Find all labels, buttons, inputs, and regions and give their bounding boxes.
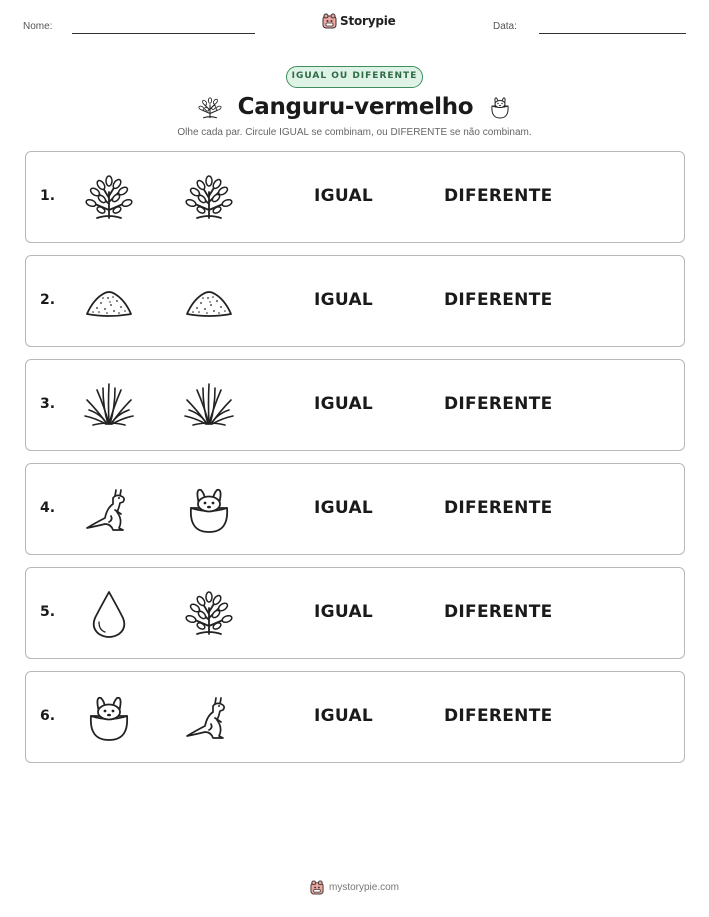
grass-tuft-icon: [83, 380, 135, 432]
shrub-icon: [83, 172, 135, 224]
matching-pairs-list: [25, 151, 685, 775]
same-option[interactable]: IGUAL: [314, 498, 374, 518]
footer-url: mystorypie.com: [328, 882, 399, 893]
page-title: Canguru-vermelho: [237, 94, 474, 120]
same-option[interactable]: IGUAL: [314, 394, 374, 414]
row-number: 3.: [40, 396, 56, 412]
row-number: 2.: [40, 292, 56, 308]
title-row: [0, 90, 709, 124]
shrub-icon: [183, 588, 235, 640]
pair-row: [25, 463, 685, 555]
different-option[interactable]: DIFERENTE: [444, 498, 553, 518]
different-option[interactable]: DIFERENTE: [444, 290, 553, 310]
different-option[interactable]: DIFERENTE: [444, 706, 553, 726]
joey-in-pouch-icon: [183, 484, 235, 536]
sand-pile-icon: [183, 276, 235, 328]
storypie-mascot-icon: [310, 880, 324, 895]
storypie-mascot-icon: [322, 13, 337, 29]
sand-pile-icon: [83, 276, 135, 328]
worksheet-type-badge: IGUAL OU DIFERENTE: [286, 66, 423, 88]
shrub-icon: [196, 93, 224, 121]
same-option[interactable]: IGUAL: [314, 602, 374, 622]
joey-in-pouch-icon: [83, 692, 135, 744]
pair-row: [25, 255, 685, 347]
same-option[interactable]: IGUAL: [314, 186, 374, 206]
date-line[interactable]: [539, 33, 686, 34]
joey-in-pouch-icon: [487, 94, 513, 120]
pair-row: [25, 671, 685, 763]
shrub-icon: [183, 172, 235, 224]
kangaroo-icon: [83, 484, 135, 536]
brand-logo: [322, 13, 396, 29]
row-number: 5.: [40, 604, 56, 620]
name-label: Nome:: [23, 21, 53, 32]
different-option[interactable]: DIFERENTE: [444, 186, 553, 206]
same-option[interactable]: IGUAL: [314, 290, 374, 310]
water-drop-icon: [83, 588, 135, 640]
brand-name: Storypie: [340, 14, 396, 28]
row-number: 1.: [40, 188, 56, 204]
grass-tuft-icon: [183, 380, 235, 432]
row-number: 4.: [40, 500, 56, 516]
different-option[interactable]: DIFERENTE: [444, 394, 553, 414]
pair-row: [25, 567, 685, 659]
pair-row: [25, 359, 685, 451]
kangaroo-icon: [183, 692, 235, 744]
date-label: Data:: [493, 21, 517, 32]
same-option[interactable]: IGUAL: [314, 706, 374, 726]
footer: [0, 880, 709, 895]
instructions: Olhe cada par. Circule IGUAL se combinam, ou DIFERENTE se não combinam.: [177, 127, 532, 138]
name-line[interactable]: [72, 33, 255, 34]
row-number: 6.: [40, 708, 56, 724]
pair-row: [25, 151, 685, 243]
different-option[interactable]: DIFERENTE: [444, 602, 553, 622]
